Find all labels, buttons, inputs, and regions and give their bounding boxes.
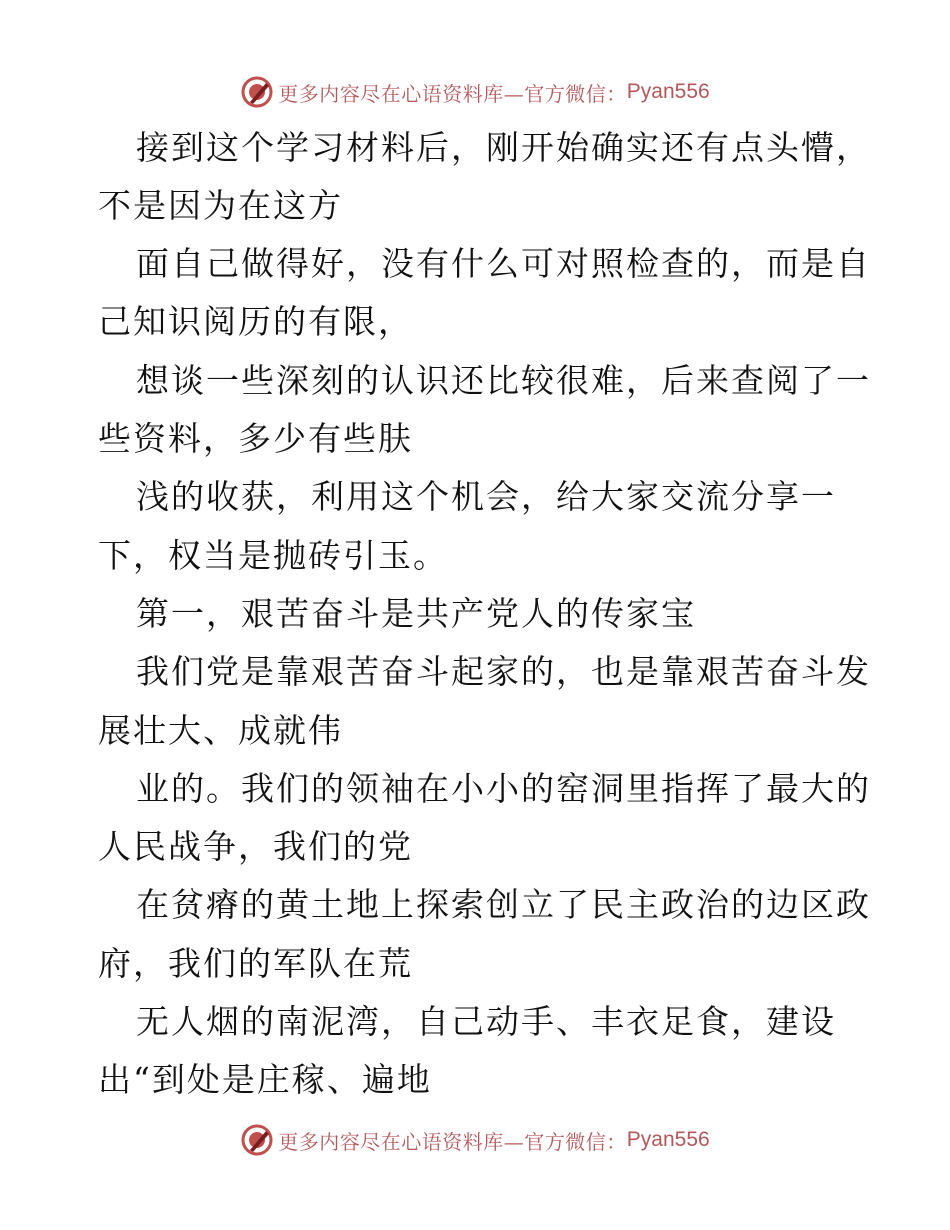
paragraph-line: 我们党是靠艰苦奋斗起家的，也是靠艰苦奋斗发 — [136, 652, 871, 691]
header-banner — [0, 72, 950, 112]
paragraph-line: 接到这个学习材料后，刚开始确实还有点头懵， — [136, 128, 871, 167]
paragraph-line: 人民战争，我们的党 — [98, 827, 413, 866]
banner-text: 更多内容尽在心语资料库—官方微信： — [278, 81, 627, 106]
paragraph-line: 出“到处是庄稼、遍地 — [98, 1060, 432, 1099]
banner-wechat-handle: Pyan556 — [626, 1128, 710, 1151]
footer-banner — [0, 1120, 950, 1160]
paragraph-line: 浅的收获，利用这个机会，给大家交流分享一 — [136, 477, 836, 516]
paragraph-line: 业的。我们的领袖在小小的窑洞里指挥了最大的 — [136, 769, 871, 808]
paragraph-line: 在贫瘠的黄土地上探索创立了民主政治的边区政 — [136, 885, 871, 924]
paragraph-line: 展壮大、成就伟 — [98, 711, 343, 750]
section-heading: 第一，艰苦奋斗是共产党人的传家宝 — [136, 594, 696, 633]
paragraph-line: 己知识阅历的有限， — [98, 302, 413, 341]
paragraph-line: 下，权当是抛砖引玉。 — [98, 536, 448, 575]
banner-text: 更多内容尽在心语资料库—官方微信： — [278, 1129, 627, 1154]
banner-wechat-handle: Pyan556 — [626, 80, 710, 103]
pen-circle-logo-icon — [240, 75, 274, 109]
pen-circle-logo-icon — [240, 1123, 274, 1157]
paragraph-line: 些资料，多少有些肤 — [98, 419, 413, 458]
paragraph-line: 无人烟的南泥湾，自己动手、丰衣足食，建设 — [136, 1002, 836, 1041]
paragraph-line: 不是因为在这方 — [98, 186, 343, 225]
paragraph-line: 想谈一些深刻的认识还比较很难，后来查阅了一 — [136, 361, 871, 400]
paragraph-line: 面自己做得好，没有什么可对照检查的，而是自 — [136, 244, 871, 283]
paragraph-line: 府，我们的军队在荒 — [98, 944, 413, 983]
